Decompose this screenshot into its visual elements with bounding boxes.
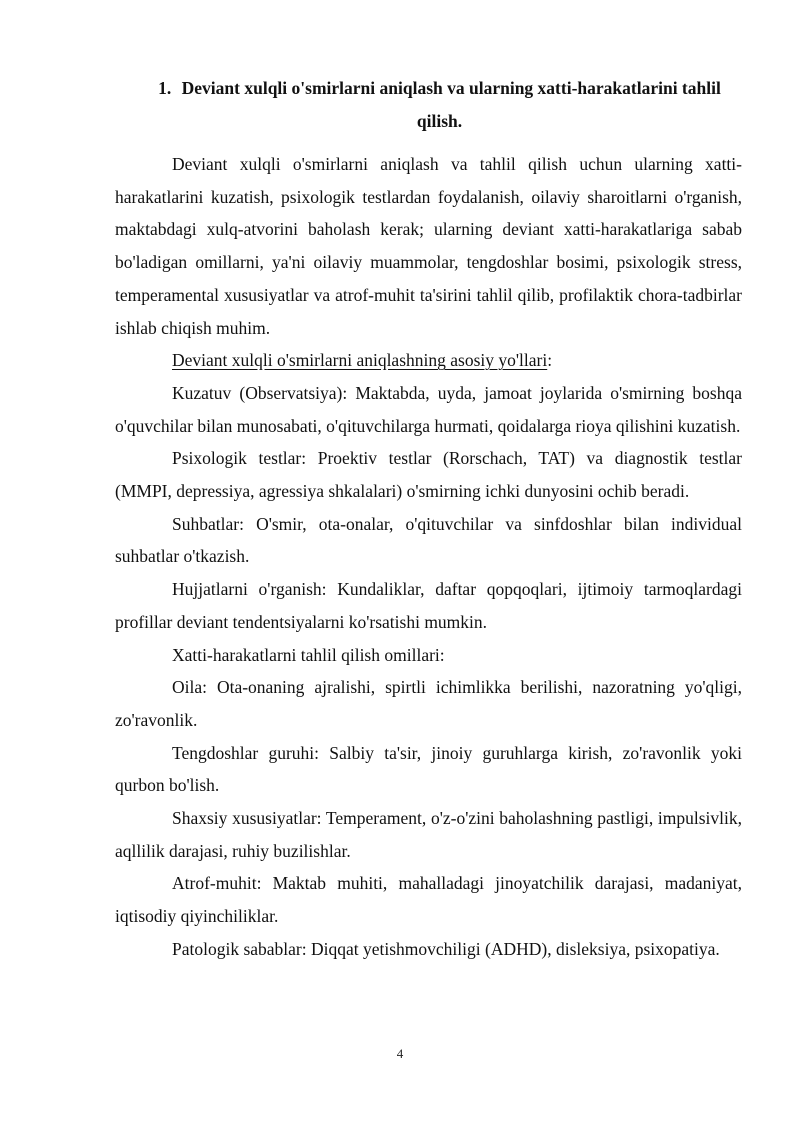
observation-paragraph: Kuzatuv (Observatsiya): Maktabda, uyda, jamoat joylarida o'smirning boshqa o'quvchilar bilan munosabati, o'qituvchilarga hurmati, qoidalarga rioya qilishini kuzatish. xyxy=(115,382,742,436)
interviews-paragraph: Suhbatlar: O'smir, ota-onalar, o'qituvchilar va sinfdoshlar bilan individual suhbatlar o'tkazish. xyxy=(115,513,742,567)
pathological-causes-paragraph: Patologik sabablar: Diqqat yetishmovchiligi (ADHD), disleksiya, psixopatiya. xyxy=(172,938,720,959)
methods-subheading-text: Deviant xulqli o'smirlarni aniqlashning asosiy yo'llari xyxy=(172,350,548,371)
section-number: 1. xyxy=(158,78,172,98)
factors-subheading: Xatti-harakatlarni tahlil qilish omillari: xyxy=(172,644,445,665)
page-number: 4 xyxy=(396,1046,404,1061)
methods-subheading-colon: : xyxy=(547,350,553,371)
methods-subheading xyxy=(115,344,742,377)
documents-paragraph: Hujjatlarni o'rganish: Kundaliklar, daftar qopqoqlari, ijtimoiy tarmoqlardagi profillar deviant tendentsiyalarni ko'rsatishi mumkin. xyxy=(115,579,742,632)
page-content xyxy=(115,72,742,966)
family-paragraph: Oila: Ota-onaning ajralishi, spirtli ichimlikka berilishi, nazoratning yo'qligi, zo'ravonlik. xyxy=(115,677,742,730)
peers-paragraph: Tengdoshlar guruhi: Salbiy ta'sir, jinoiy guruhlarga kirish, zo'ravonlik yoki qurbon bo'lish. xyxy=(115,742,742,796)
psych-tests-paragraph: Psixologik testlar: Proektiv testlar (Rorschach, TAT) va diagnostik testlar (MMPI, depressiya, agressiya shkalalari) o'smirning ichki dunyosini ochib beradi. xyxy=(115,448,742,502)
environment-paragraph: Atrof-muhit: Maktab muhiti, mahalladagi jinoyatchilik darajasi, madaniyat, iqtisodiy qiyinchiliklar. xyxy=(115,873,742,927)
section-heading xyxy=(115,72,742,138)
intro-paragraph: Deviant xulqli o'smirlarni aniqlash va tahlil qilish uchun ularning xatti-harakatlarini kuzatish, psixologik testlardan foydalanish, oilaviy sharoitlarni o'rganish, maktabdagi xulq-atvorini baholash kerak; ularning deviant xatti-harakatlariga sabab bo'ladigan omillarni, ya'ni oilaviy muammolar, tengdoshlar bosimi, psixologik stress, temperamental xususiyatlar va atrof-muhit ta'sirini tahlil qilib, profilaktik chora-tadbirlar ishlab chiqish muhim. xyxy=(115,154,742,338)
personal-traits-paragraph: Shaxsiy xususiyatlar: Temperament, o'z-o'zini baholashning pastligi, impulsivlik, aqllilik darajasi, ruhiy buzilishlar. xyxy=(115,808,742,861)
section-title: Deviant xulqli o'smirlarni aniqlash va ularning xatti-harakatlarini tahlil qilish. xyxy=(181,78,721,131)
